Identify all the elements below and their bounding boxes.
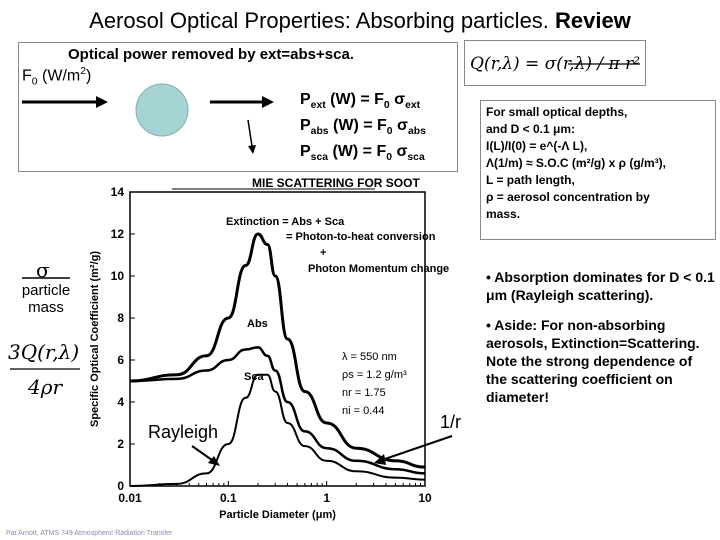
rayleigh-arrow-shaft (192, 446, 212, 460)
annotation-rayleigh: Rayleigh (148, 422, 219, 442)
annotation-one-over-r: 1/r (440, 412, 462, 432)
x-tick-label: 0.01 (118, 491, 142, 505)
annotation-ni: ni = 0.44 (342, 405, 385, 417)
one-over-r-arrow-shaft (382, 436, 452, 460)
info-line: I(L)/I(0) = e^(-Λ L), (486, 139, 588, 153)
chart-title: MIE SCATTERING FOR SOOT (252, 176, 420, 190)
slide-title-bold: Review (555, 8, 631, 33)
q-formula: Q(r,λ) = σ(r,λ) / π r² (470, 54, 641, 74)
fraction-denominator: 4ρr (28, 375, 63, 399)
info-line: ρ = aerosol concentration by (486, 190, 650, 204)
info-line: mass. (486, 207, 521, 221)
mie-chart (80, 170, 480, 530)
f0-label: $F_0$ $(W/m^2)$ (22, 66, 92, 88)
sigma-symbol: σ (36, 258, 50, 282)
annotation-extinction: Extinction = Abs + Sca (226, 216, 345, 228)
info-line: L = path length, (486, 173, 575, 187)
bullet-absorption: • Absorption dominates for D < 0.1 μm (Rayleigh scattering). (486, 269, 715, 303)
footer-credit: Pat Arnott, ATMS 749 Atmospheric Radiation Transfer (6, 530, 173, 537)
y-tick-label: 10 (110, 269, 124, 283)
optical-power-text: Optical power removed by ext=abs+sca. (68, 46, 354, 63)
annotation-sca: Sca (244, 371, 264, 383)
scatter-arrow-shaft (248, 120, 252, 146)
annotation-nr: nr = 1.75 (342, 387, 386, 399)
y-tick-label: 4 (117, 395, 124, 409)
incoming-arrow-head (96, 96, 108, 108)
fraction-numerator: 3Q(r,λ) (8, 340, 80, 364)
y-tick-label: 8 (117, 311, 124, 325)
info-text (486, 104, 712, 223)
y-axis-label: Specific Optical Coefficient (m²/g) (89, 250, 101, 428)
particle-mass-label: particle mass (21, 282, 71, 316)
info-line: Λ(1/m) ≈ S.O.C (m²/g) x ρ (g/m³), (486, 156, 667, 170)
x-tick-label: 0.1 (219, 491, 237, 505)
annotation-plus: + (320, 247, 327, 259)
eq-sca: $P_{sca}$ $(W) = F_0$ $\sigma_{sca}$ (300, 143, 425, 164)
bullets (486, 268, 716, 418)
slide-title-plain: Aerosol Optical Properties: Absorbing particles. (89, 8, 556, 33)
eq-abs: $P_{abs}$ $(W) = F_0$ $\sigma_{abs}$ (300, 117, 426, 138)
annotation-rho: ρs = 1.2 g/m³ (342, 369, 407, 381)
x-axis-label: Particle Diameter (μm) (219, 509, 336, 521)
annotation-momentum: Photon Momentum change (308, 263, 450, 275)
x-tick-label: 10 (418, 491, 432, 505)
particle-circle (136, 84, 188, 136)
y-tick-label: 12 (110, 227, 124, 241)
y-tick-label: 14 (110, 185, 124, 199)
info-line: For small optical depths, (486, 105, 628, 119)
chart-annotations (148, 216, 461, 466)
scatter-arrow-head (248, 145, 256, 154)
info-line: and D < 0.1 μm: (486, 122, 576, 136)
annotation-photon-heat: = Photon-to-heat conversion (286, 231, 436, 243)
outgoing-arrow-head (262, 96, 274, 108)
x-tick-label: 1 (323, 491, 331, 505)
y-tick-label: 6 (117, 353, 124, 367)
annotation-lambda: λ = 550 nm (342, 351, 397, 363)
eq-ext: $P_{ext}$ $(W) = F_0$ $\sigma_{ext}$ (300, 91, 421, 112)
annotation-abs: Abs (247, 318, 268, 330)
y-tick-label: 2 (117, 437, 124, 451)
y-tick-label: 0 (117, 479, 124, 493)
bullet-aside: • Aside: For non-absorbing aerosols, Extinction=Scattering. Note the strong dependence of the scattering coefficient on diameter! (486, 317, 700, 405)
power-equations (300, 90, 426, 169)
